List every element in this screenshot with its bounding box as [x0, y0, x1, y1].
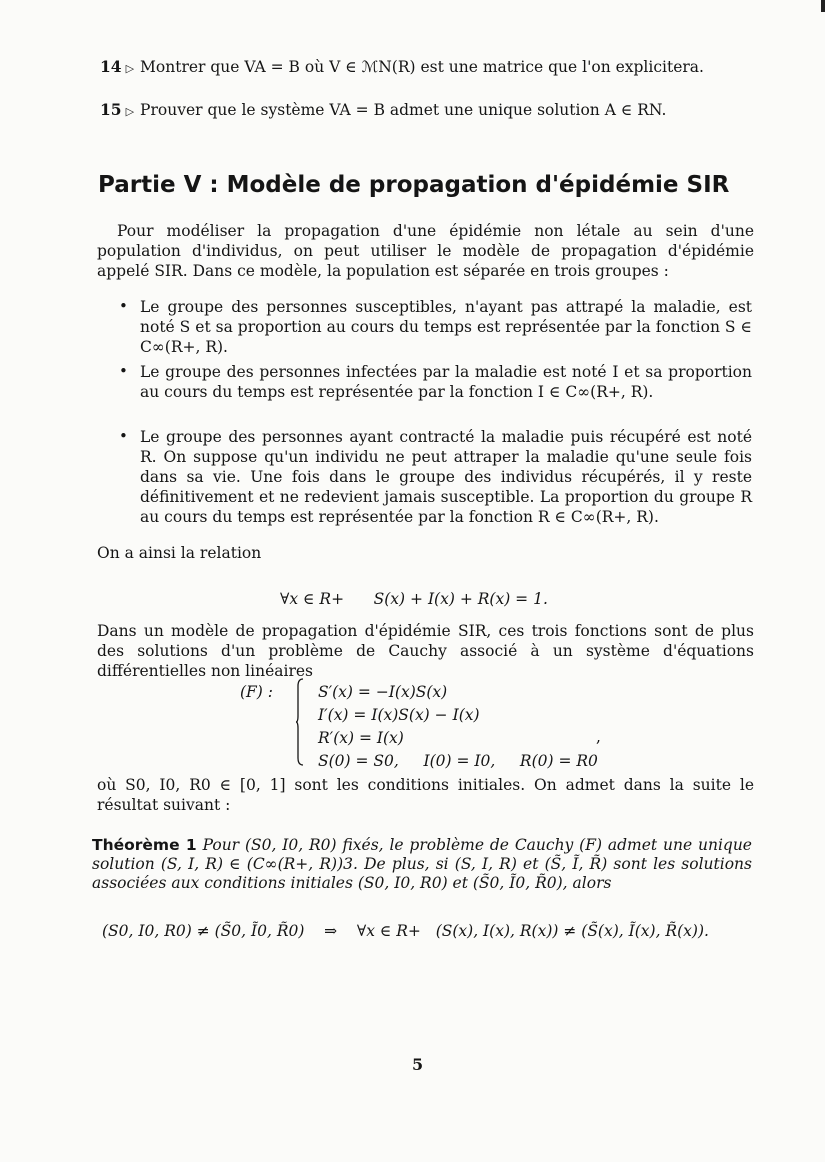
system-line-r: R′(x) = I(x) — [318, 729, 404, 747]
system-label: (F) : — [240, 683, 273, 701]
relation-equation: ∀x ∈ R+ S(x) + I(x) + R(x) = 1. — [280, 590, 548, 608]
question-number: 14 — [100, 57, 122, 76]
initial-conditions-paragraph: où S0, I0, R0 ∈ [0, 1] sont les conditions initiales. On admet dans la suite le résultat suivant : — [97, 776, 754, 814]
relation-intro: On a ainsi la relation — [97, 544, 262, 562]
question-text: Prouver que le système VA = B admet une unique solution A ∈ RN. — [140, 101, 667, 119]
question-14 — [100, 57, 704, 79]
page-number: 5 — [412, 1055, 424, 1074]
question-text: Montrer que VA = B où V ∈ ℳN(R) est une matrice que l'on explicitera. — [140, 58, 704, 76]
bullet-infected: Le groupe des personnes infectées par la maladie est noté I et sa proportion au cours du temps est représentée par la fonction I ∈ C∞(R+, R). — [140, 363, 752, 401]
triangle-icon: ▷ — [125, 62, 135, 75]
intro-paragraph: Pour modéliser la propagation d'une épidémie non létale au sein d'une population d'individus, on peut utiliser le modèle de propagation d'épidémie appelé SIR. Dans ce modèle, la population est séparée en trois groupes : — [97, 222, 754, 280]
bullet-icon: • — [119, 362, 128, 380]
triangle-icon: ▷ — [125, 105, 135, 118]
section-title: Partie V : Modèle de propagation d'épidémie SIR — [98, 172, 730, 198]
bullet-recovered: Le groupe des personnes ayant contracté la maladie puis récupéré est noté R. On suppose qu'un individu ne peut attraper la maladie qu'une seule fois dans sa vie. Une fois dans le groupe des individus récupérés, il y reste définitivement et ne redevient jamais susceptible. La proportion du groupe R au cours du temps est représentée par la fonction R ∈ C∞(R+, R). — [140, 428, 752, 526]
theorem-implication: (S0, I0, R0) ≠ (S̃0, Ĩ0, R̃0) ⇒ ∀x ∈ R+ (S(x), I(x), R(x)) ≠ (S̃(x), Ĩ(x), R̃(x)). — [102, 922, 709, 940]
system-line-initial: S(0) = S0, I(0) = I0, R(0) = R0 — [318, 752, 598, 770]
scan-edge-mark — [821, 0, 825, 12]
bullet-susceptible: Le groupe des personnes susceptibles, n'ayant pas attrapé la maladie, est noté S et sa proportion au cours du temps est représentée par la fonction S ∈ C∞(R+, R). — [140, 298, 752, 356]
bullet-icon: • — [119, 427, 128, 445]
theorem-text: Pour (S0, I0, R0) fixés, le problème de Cauchy (F) admet une unique solution (S, I, R) ∈ (C∞(R+, R))3. De plus, si (S, I, R) et (S̃, Ĩ, R̃) sont les solutions associées aux conditions initiales (S0, I0, R0) et (S̃0, Ĩ0, R̃0), alors — [92, 836, 752, 892]
theorem-label: Théorème 1 — [92, 836, 197, 854]
question-15 — [100, 100, 666, 122]
system-brace — [296, 678, 304, 766]
theorem-block — [92, 836, 752, 893]
system-trailing-comma: , — [596, 728, 601, 746]
system-line-i: I′(x) = I(x)S(x) − I(x) — [318, 706, 480, 724]
bullet-icon: • — [119, 297, 128, 315]
system-line-s: S′(x) = −I(x)S(x) — [318, 683, 448, 701]
question-number: 15 — [100, 100, 122, 119]
cauchy-paragraph: Dans un modèle de propagation d'épidémie SIR, ces trois fonctions sont de plus des solutions d'un problème de Cauchy associé à un système d'équations différentielles non linéaires — [97, 622, 754, 680]
